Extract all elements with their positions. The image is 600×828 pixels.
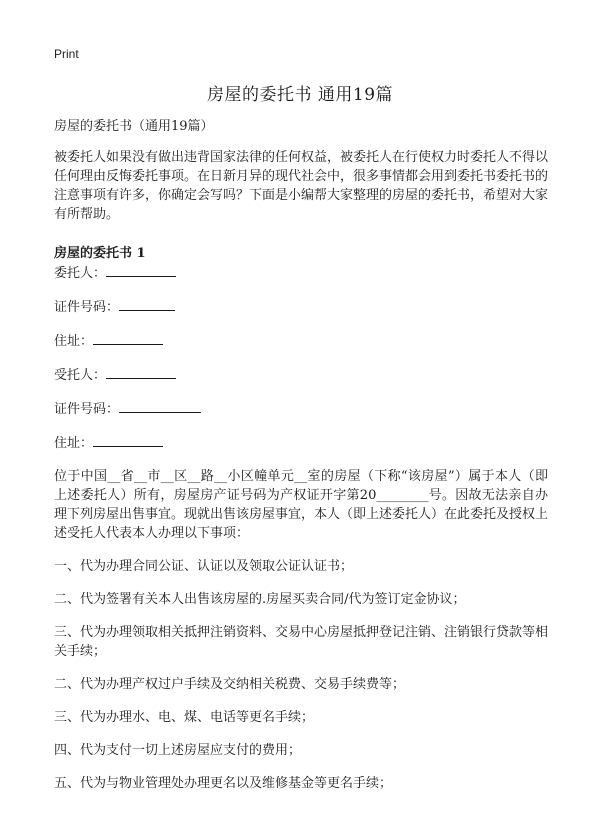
- document-subtitle: 房屋的委托书（通用19篇）: [54, 119, 214, 134]
- fill-in-line: [119, 399, 201, 413]
- fill-in-line: [93, 331, 163, 345]
- field-label: 证件号码：: [54, 402, 120, 417]
- field-principal: [54, 263, 548, 282]
- field-agent-address: [54, 433, 548, 452]
- list-item: 三、代为办理领取相关抵押注销资料、交易中心房屋抵押登记注销、注销银行贷款等相关手续；: [54, 625, 549, 659]
- list-item: 二、代为签署有关本人出售该房屋的.房屋买卖合同/代为签订定金协议；: [54, 592, 466, 607]
- list-item: 三、代为办理水、电、煤、电话等更名手续；: [54, 710, 315, 725]
- section-heading: 房屋的委托书 1: [54, 246, 146, 261]
- list-item: 二、代为办理产权过户手续及交纳相关税费、交易手续费等；: [54, 677, 406, 692]
- field-agent-id: [54, 399, 548, 418]
- list-item: 五、代为与物业管理处办理更名以及维修基金等更名手续；: [54, 776, 393, 791]
- field-label: 受托人：: [54, 368, 107, 383]
- fill-in-line: [93, 433, 163, 447]
- fill-in-line: [106, 263, 176, 277]
- field-principal-id: [54, 297, 548, 316]
- list-item: 四、代为支付一切上述房屋应支付的费用；: [54, 743, 302, 758]
- fill-in-line: [106, 365, 176, 379]
- field-principal-address: [54, 331, 548, 350]
- field-label: 住址：: [54, 436, 94, 451]
- field-label: 住址：: [54, 334, 94, 349]
- property-paragraph: 位于中国__省__市__区__路__小区幢单元__室的房屋（下称“该房屋”）属于本人（即上述委托人）所有，房屋房产证号码为产权证开字第20________号。因故无法亲自办理下列房屋出售事宜。现就出售该房屋事宜，本人（即上述委托人）在此委托及授权上述受托人代表本人办理以下事项：: [54, 469, 549, 541]
- document-title: 房屋的委托书 通用19篇: [206, 85, 394, 105]
- field-agent: [54, 365, 548, 384]
- field-label: 证件号码：: [54, 300, 120, 315]
- field-label: 委托人：: [54, 266, 107, 281]
- document-body: [54, 117, 548, 807]
- fill-in-line: [119, 297, 175, 311]
- intro-paragraph: 被委托人如果没有做出违背国家法律的任何权益，被委托人在行使权力时委托人不得以任何理由反悔委托事项。在日新月异的现代社会中，很多事情都会用到委托书委托书的注意事项有许多，你确定会写吗？下面是小编帮大家整理的房屋的委托书，希望对大家有所帮助。: [54, 150, 549, 222]
- list-item: 一、代为办理合同公证、认证以及领取公证认证书；: [54, 559, 354, 574]
- print-link[interactable]: Print: [54, 47, 79, 61]
